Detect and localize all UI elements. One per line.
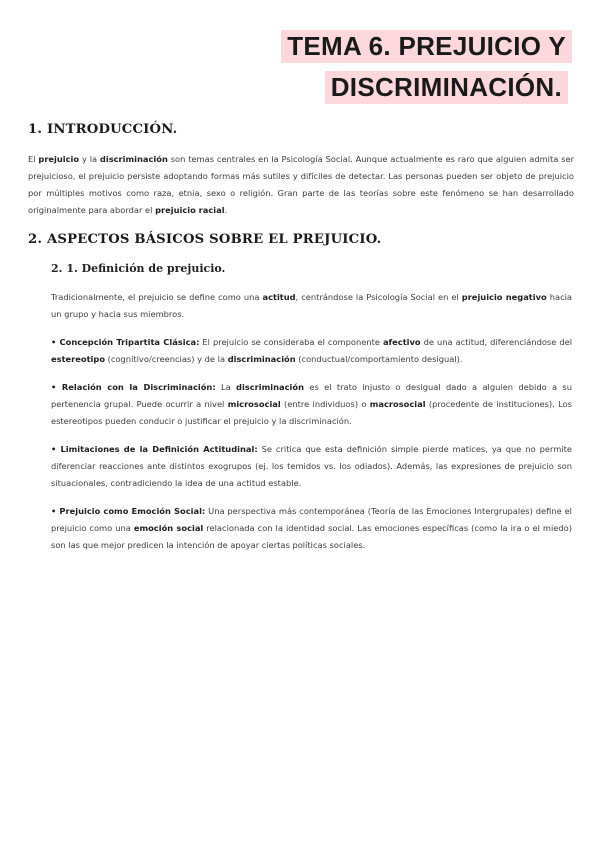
document-body <box>28 116 574 554</box>
bullet1-lead: • Concepción Tripartita Clásica: <box>51 337 200 347</box>
bullet-limitaciones <box>51 441 572 492</box>
bullet1-text-3: (cognitivo/creencias) y de la <box>105 354 228 364</box>
intro-bold-prejuicio-racial: prejuicio racial <box>155 205 225 215</box>
bullet1-text-4: (conductual/comportamiento desigual). <box>295 354 463 364</box>
intro-text-1: El <box>28 154 39 164</box>
def-bold-actitud: actitud <box>262 292 296 302</box>
bullet1-bold-estereotipo: estereotipo <box>51 354 106 364</box>
bullet2-text-2: es el trato injusto o desigual dado a alguien debido a su pertenencia grupal. Puede ocurrir a nivel <box>51 382 573 409</box>
definition-paragraph <box>51 289 572 323</box>
intro-text-4: . <box>224 205 228 215</box>
intro-bold-prejuicio: prejuicio <box>38 154 80 164</box>
bullet4-lead: • Prejuicio como Emoción Social: <box>51 506 206 516</box>
bullet2-text-4: (procedente de instituciones). Los estereotipos pueden conducir o justificar el prejuicio y la discriminación. <box>51 399 573 426</box>
bullet1-text-2: de una actitud, diferenciándose del <box>420 337 573 347</box>
bullet2-text-3: (entre individuos) o <box>280 399 370 409</box>
bullet-emocion-social <box>51 503 572 554</box>
subsection-definicion <box>28 262 572 554</box>
intro-paragraph <box>28 151 574 219</box>
def-text-1: Tradicionalmente, el prejuicio se define como una <box>51 292 263 302</box>
def-text-2: , centrándose la Psicología Social en el <box>295 292 462 302</box>
section-heading-aspectos: 2. ASPECTOS BÁSICOS SOBRE EL PREJUICIO. <box>28 232 382 247</box>
title-line-2: DISCRIMINACIÓN. <box>325 71 568 104</box>
bullet-tripartita <box>51 334 572 368</box>
bullet4-text-2: relacionada con la identidad social. Las emociones específicas (como la ira o el miedo) son las que mejor predicen la intención de apoyar ciertas políticas sociales. <box>51 523 572 550</box>
section-heading-introduccion: 1. INTRODUCCIÓN. <box>28 122 178 137</box>
bullet4-text-1: Una perspectiva más contemporánea (Teoría de las Emociones Intergrupales) define el prejuicio como una <box>51 506 572 533</box>
bullet2-lead: • Relación con la Discriminación: <box>51 382 216 392</box>
bullet-relacion-discriminacion <box>51 379 572 430</box>
intro-bold-discriminacion: discriminación <box>99 154 168 164</box>
document-title <box>281 30 572 104</box>
bullet2-bold-discriminacion: discriminación <box>236 382 304 392</box>
def-bold-prejuicio-negativo: prejuicio negativo <box>461 292 547 302</box>
bullet2-text-1: La <box>215 382 237 392</box>
intro-text-2: y la <box>79 154 100 164</box>
subsection-heading-definicion: 2. 1. Definición de prejuicio. <box>51 262 226 275</box>
bullet1-text-1: El prejuicio se consideraba el componente <box>199 337 383 347</box>
bullet3-lead: • Limitaciones de la Definición Actitudinal: <box>51 444 258 454</box>
bullet1-bold-discriminacion: discriminación <box>227 354 296 364</box>
bullet4-bold-emocion-social: emoción social <box>133 523 204 533</box>
bullet3-text-1: Se critica que esta definición simple pierde matices, ya que no permite diferenciar reacciones ante distintos exogrupos (ej. los temidos vs. los odiados). Además, las expresiones de prejuicio son situacionales, contradiciendo la idea de una actitud estable. <box>51 444 572 488</box>
bullet2-bold-microsocial: microsocial <box>227 399 281 409</box>
bullet1-bold-afectivo: afectivo <box>382 337 421 347</box>
def-text-3: hacia un grupo y hacia sus miembros. <box>51 292 573 319</box>
bullet2-bold-macrosocial: macrosocial <box>369 399 426 409</box>
title-line-1: TEMA 6. PREJUICIO Y <box>281 30 572 63</box>
intro-text-3: son temas centrales en la Psicología Social. Aunque actualmente es raro que alguien admita ser prejuicioso, el prejuicio persiste adoptando formas más sutiles y difíciles de detectar. Las personas pueden ser objeto de prejuicio por múltiples motivos como raza, etnia, sexo o religión. Gran parte de las teorías sobre este fenómeno se han desarrollado originalmente para abordar el <box>28 154 574 215</box>
